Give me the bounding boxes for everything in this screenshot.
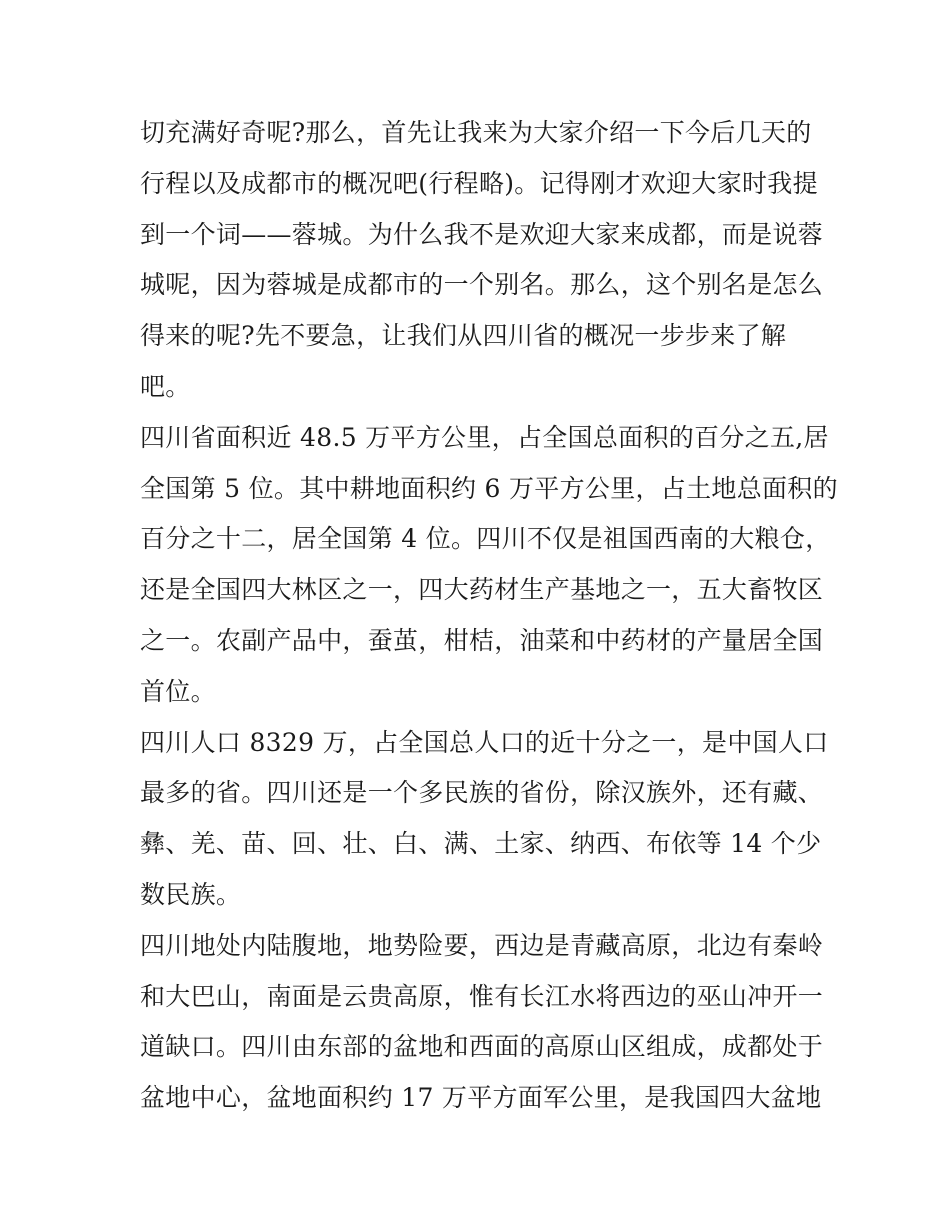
document-body (140, 108, 838, 1124)
text-line: 四川人口 8329 万，占全国总人口的近十分之一，是中国人口 (140, 727, 829, 757)
text-line: 彝、羌、苗、回、壮、白、满、土家、纳西、布依等 14 个少 (140, 829, 822, 859)
text-line: 盆地中心，盆地面积约 17 万平方面军公里，是我国四大盆地 (140, 1083, 822, 1113)
text-line: 道缺口。四川由东部的盆地和西面的高原山区组成，成都处于 (140, 1032, 824, 1062)
text-line: 之一。农副产品中，蚕茧，柑桔，油菜和中药材的产量居全国 (140, 625, 824, 655)
text-line: 得来的呢?先不要急，让我们从四川省的概况一步步来了解 (140, 321, 787, 351)
text-line: 还是全国四大林区之一，四大药材生产基地之一，五大畜牧区 (140, 575, 824, 605)
text-line: 全国第 5 位。其中耕地面积约 6 万平方公里，占土地总面积的 (140, 473, 838, 503)
text-line: 行程以及成都市的概况吧(行程略)。记得刚才欢迎大家时我提 (140, 168, 818, 198)
text-line: 切充满好奇呢?那么，首先让我来为大家介绍一下今后几天的 (140, 118, 812, 147)
text-line: 四川省面积近 48.5 万平方公里，占全国总面积的百分之五,居 (140, 422, 829, 452)
text-line: 数民族。 (140, 879, 242, 909)
text-line: 首位。 (140, 676, 216, 706)
text-line: 到一个词——蓉城。为什么我不是欢迎大家来成都，而是说蓉 (140, 219, 824, 249)
text-line: 城呢，因为蓉城是成都市的一个别名。那么，这个别名是怎么 (140, 270, 824, 300)
text-line: 和大巴山，南面是云贵高原，惟有长江水将西边的巫山冲开一 (140, 981, 824, 1011)
text-line: 吧。 (140, 371, 191, 401)
text-line: 最多的省。四川还是一个多民族的省份，除汉族外，还有藏、 (140, 778, 824, 808)
text-line: 四川地处内陆腹地，地势险要，西边是青藏高原，北边有秦岭 (140, 930, 824, 960)
text-line: 百分之十二，居全国第 4 位。四川不仅是祖国西南的大粮仓， (140, 524, 831, 554)
